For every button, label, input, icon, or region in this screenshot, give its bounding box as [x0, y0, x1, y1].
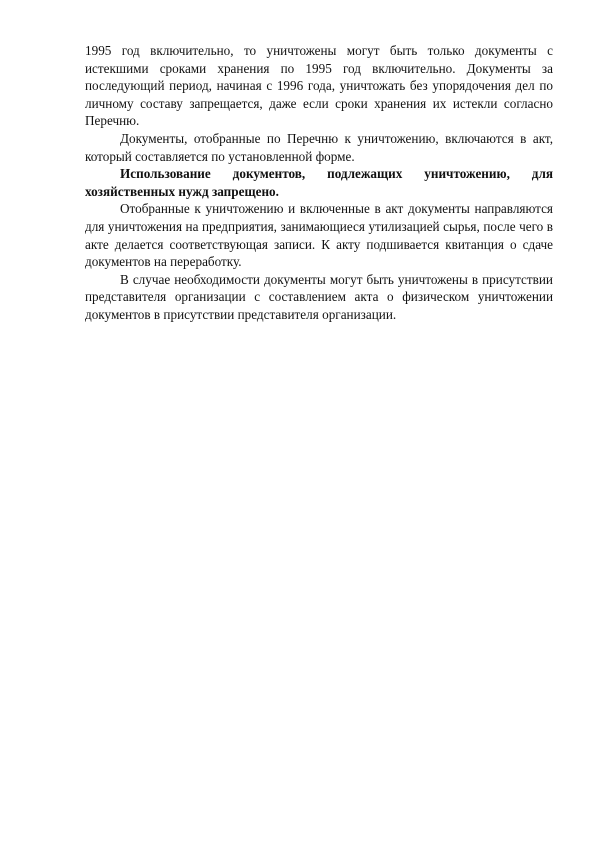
paragraph-act-inclusion: Документы, отобранные по Перечню к уничтожению, включаются в акт, который составляется по установленной форме. — [85, 130, 553, 164]
paragraph-continuation: 1995 год включительно, то уничтожены могут быть только документы с истекшими сроками хранения по 1995 год включительно. Документы за последующий период, начиная с 1996 года, уничтожать без упорядочения дел по личному составу запрещается, даже если сроки хранения их истекли согласно Перечню. — [85, 43, 553, 129]
paragraph-recycling: Отобранные к уничтожению и включенные в акт документы направляются для уничтожения на предприятия, занимающиеся утилизацией сырья, после чего в акте делается соответствующая записи. К акту подшивается квитанция о сдаче документов на переработку. — [85, 201, 553, 270]
document-body — [85, 42, 553, 324]
paragraph-prohibition-notice: Использование документов, подлежащих уничтожению, для хозяйственных нужд запрещено. — [85, 166, 553, 199]
paragraph-physical-destruction: В случае необходимости документы могут быть уничтожены в присутствии представителя организации с составлением акта о физическом уничтожении документов в присутствии представителя организации. — [85, 271, 553, 322]
